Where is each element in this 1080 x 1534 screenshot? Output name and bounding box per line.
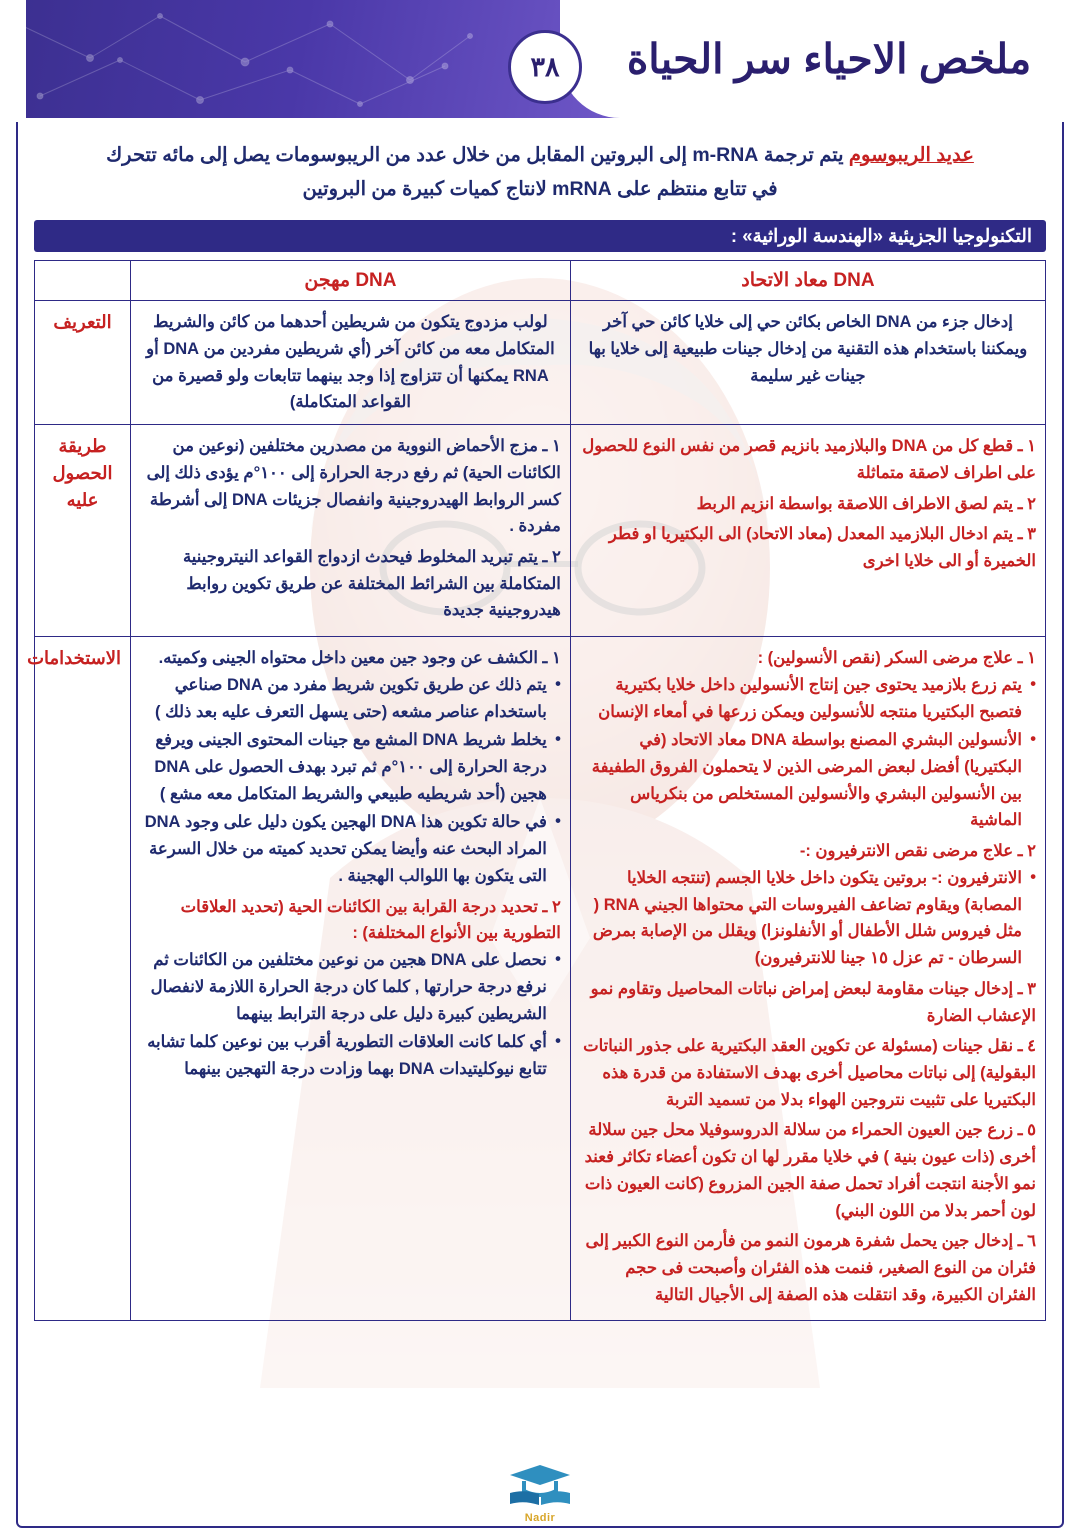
- intro-line-1: يتم ترجمة m-RNA إلى البروتين المقابل من خلال عدد من الريبوسومات يصل إلى مائه تتحرك: [106, 144, 849, 166]
- list-item: ١ ـ مزج الأحماض النووية من مصدرين مختلفين (نوعين من الكائنات الحية) ثم رفع درجة الحرارة إلى ١٠٠°م يؤدى ذلك إلى كسر الروابط الهيدروجينية وانفصال جزيئات DNA إلى أشرطة مفردة .: [146, 437, 561, 536]
- sub-list-item: • أي كلما كانت العلاقات التطورية أقرب بين نوعين كلما تشابه تتابع نيوكليتيدات DNA بهما وزادت درجة التهجين بينهما: [140, 1029, 561, 1082]
- list-item: ٦ ـ إدخال جين يحمل شفرة هرمون النمو من فأرمن النوع الكبير إلى فئران من النوع الصغير، فنمت هذه الفئران وأصبحت فى حجم الفئران الكبيرة، وقد انتقلت هذه الصفة إلى الأجيال التالية: [585, 1232, 1036, 1304]
- sub-list-item: • في حالة تكوين هذا DNA الهجين يكون دليل على وجود DNA المراد البحث عنه وأيضا يمكن تحديد كميته من خلال السرعة التى يتكون بها اللوالب الهجينة .: [140, 809, 561, 889]
- list-item: ١ ـ قطع كل من DNA والبلازميد بانزيم قصر من نفس النوع للحصول على اطراف لاصقة متماثلة: [582, 437, 1036, 482]
- table-row: [35, 301, 1046, 425]
- footer-logo-name: Nadir: [524, 1512, 556, 1524]
- definition-recombinant: إدخال جزء من DNA الخاص بكائن حي إلى خلايا كائن حي آخر ويمكننا باستخدام هذه التقنية من إدخال جينات طبيعية إلى خلايا بها جينات غير سليمة: [570, 301, 1045, 425]
- table-row: [35, 637, 1046, 1321]
- list-item: [140, 645, 561, 889]
- header-left-margin: [0, 0, 26, 118]
- page-header: [0, 0, 1080, 118]
- sub-list-item: • يخلط شريط DNA المشع مع جينات المحتوى الجينى ويرفع درجة الحرارة إلى ١٠٠°م ثم تبرد بهدف الحصول على DNA هجين (أحد شريطيه طبيعي والشريط المتكامل معه مشع ): [140, 727, 561, 807]
- uses-hybrid: [131, 637, 571, 1321]
- sub-list-item: • الأنسولين البشري المصنع بواسطة DNA معاد الاتحاد (في البكتيريا) أفضل لبعض المرضى الذين لا يتحملون الفروق الطفيفة بين الأنسولين البشري والأنسولين المستخلص من بنكرياس الماشية: [580, 727, 1036, 834]
- column-header-corner: [35, 261, 131, 301]
- list-item: ٢ ـ يتم تبريد المخلوط فيحدث ازدواج القواعد النيتروجينية المتكاملة بين الشرائط المختلفة عن طريق تكوين روابط هيدروجينية جديدة: [182, 548, 561, 620]
- method-hybrid: [131, 425, 571, 637]
- row-label-definition: التعريف: [35, 301, 131, 425]
- list-item: ٥ ـ زرع جين العيون الحمراء من سلالة الدروسوفيلا محل جين سلالة أخرى (ذات عيون بنية ) في خلايا مقرر لها ان تكون أعضاء تكاثر فعند نمو الأجنة انتجت أفراد تحمل صفة الجين المزروع (كانت العيون ذات لون أحمر بدلا من اللون البني): [584, 1121, 1036, 1220]
- sub-list-item: • الانترفيرون :- بروتين يتكون داخل خلايا الجسم (تنتجه الخلايا المصابة) ويقاوم تضاعف الفيروسات التي محتواها الجيني RNA ( مثل فيروس شلل الأطفال أو الأنفلونزا) ويقلل من الإصابة بمرض السرطان - تم عزل ١٥ جينا للانترفيرون): [580, 865, 1036, 972]
- method-recombinant: [570, 425, 1045, 637]
- row-label-method: طريقة الحصول عليه: [35, 425, 131, 637]
- section-heading: التكنولوجيا الجزيئية «الهندسة الوراثية» :: [34, 220, 1046, 252]
- list-item: [140, 894, 561, 1083]
- column-header-recombinant: DNA معاد الاتحاد: [570, 261, 1045, 301]
- document-content: [18, 118, 1062, 1321]
- header-title-container: [560, 0, 1080, 118]
- list-item: ٢ ـ يتم لصق الاطراف اللاصقة بواسطة انزيم الربط: [696, 494, 1036, 513]
- list-item: ٤ ـ نقل جينات (مسئولة عن تكوين العقد البكتيرية على جذور النباتات البقولية) إلى نباتات محاصيل أخرى بهدف الاستفادة من قدرة هذه البكتيريا على تثبيت نتروجين الهواء بدلا من تسميد التربة: [583, 1037, 1036, 1109]
- list-item: ٣ ـ يتم ادخال البلازميد المعدل (معاد الاتحاد) الى البكتيريا او فطر الخميرة أو الى خلايا اخرى: [608, 525, 1036, 570]
- graduation-book-icon: [504, 1461, 576, 1507]
- list-item: [580, 838, 1036, 972]
- table-header-row: [35, 261, 1046, 301]
- page-body: [0, 118, 1080, 1534]
- table-row: [35, 425, 1046, 637]
- list-item-text: ١ ـ علاج مرضى السكر (نقص الأنسولين) :: [757, 649, 1036, 668]
- list-item: [580, 645, 1036, 834]
- intro-paragraph: [34, 132, 1046, 208]
- intro-keyword: عديد الريبوسوم: [848, 144, 974, 166]
- uses-recombinant: [570, 637, 1045, 1321]
- definition-hybrid: لولب مزدوج يتكون من شريطين أحدهما من كائن والشريط المتكامل معه من كائن آخر (أي شريطين مفردين من DNA أو RNA يمكنها أن تتزاوج إذا وجد بينهما تتابعات ولو قصيرة من القواعد المتكاملة): [131, 301, 571, 425]
- sub-list-item: • يتم زرع بلازميد يحتوى جين إنتاج الأنسولين داخل خلايا بكتيرية فتصبح البكتيريا منتجه للأنسولين ويمكن زرعها في أمعاء الإنسان: [580, 672, 1036, 725]
- list-item-text: ٢ ـ تحديد درجة القرابة بين الكائنات الحية (تحديد العلاقات التطورية بين الأنواع المختلفة) :: [180, 897, 561, 943]
- column-header-hybrid: DNA مهجن: [131, 261, 571, 301]
- list-item: ٣ ـ إدخال جينات مقاومة لبعض إمراض نباتات المحاصيل وتقاوم نمو الإعشاب الضارة: [590, 979, 1036, 1025]
- sub-list-item: • يتم ذلك عن طريق تكوين شريط مفرد من DNA صناعي باستخدام عناصر مشعه (حتى يسهل التعرف عليه بعد ذلك ): [140, 672, 561, 725]
- comparison-table: [27, 260, 1046, 1321]
- page-title: ملخص الاحياء سر الحياة: [626, 36, 1032, 82]
- list-item-text: ١ ـ الكشف عن وجود جين معين داخل محتواه الجينى وكميته.: [158, 649, 561, 668]
- intro-line-2: في تتابع منتظم على mRNA لانتاج كميات كبيرة من البروتين: [302, 178, 778, 201]
- page-number-badge: ٣٨: [508, 30, 582, 104]
- list-item-text: ٢ ـ علاج مرضى نقص الانترفيرون :-: [799, 842, 1036, 861]
- footer-logo: [480, 1461, 600, 1524]
- sub-list-item: • نحصل على DNA هجين من نوعين مختلفين من الكائنات ثم نرفع درجة حرارتها , كلما كان درجة الحرارة اللازمة لانفصال الشريطين كبيرة دليل على درجة الترابط بينهما: [140, 947, 561, 1027]
- row-label-uses: الاستخدامات: [35, 637, 131, 1321]
